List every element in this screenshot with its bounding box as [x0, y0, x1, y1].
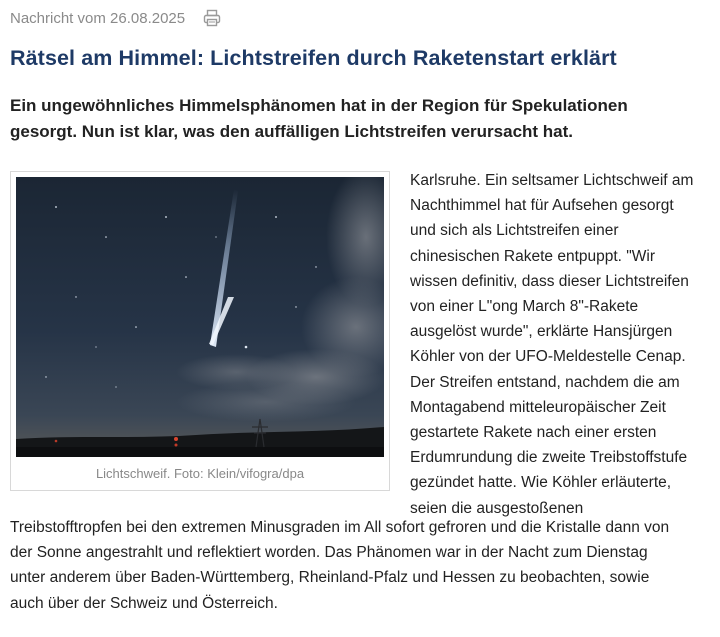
night-sky-photo	[16, 177, 384, 457]
article-title: Rätsel am Himmel: Lichtstreifen durch Raketenstart erklärt	[10, 46, 617, 70]
date-label: Nachricht vom 26.08.2025	[10, 9, 186, 27]
body-line: Treibstofftropfen bei den extremen Minusgraden im All sofort gefroren und die Kristalle dann von	[10, 519, 670, 536]
body-line: Montagabend mitteleuropäischer Zeit	[410, 398, 666, 416]
body-line: gezündet hatte. Wie Köhler erläuterte,	[410, 474, 672, 492]
body-line: wissen definitiv, dass dieser Lichtstreifen	[410, 272, 689, 290]
body-line: Nachthimmel hat für Aufsehen gesorgt	[410, 197, 674, 215]
body-full-width	[10, 515, 714, 616]
body-line: Der Streifen entstand, nachdem die am	[410, 373, 680, 391]
body-text-column	[410, 168, 710, 521]
article-lead: Ein ungewöhnliches Himmelsphänomen hat in der Region für Spekulationen gesorgt. Nun ist klar, was den auffälligen Lichtstreifen verursacht hat.	[10, 96, 628, 141]
body-line: von einer L"ong March 8"-Rakete	[410, 298, 639, 316]
article-meta	[10, 9, 221, 27]
body-line: chinesischen Rakete entpuppt. "Wir	[410, 247, 656, 265]
body-line: seien die ausgestoßenen	[410, 499, 584, 517]
body-line: Karlsruhe. Ein seltsamer Lichtschweif am	[410, 172, 694, 189]
image-caption: Lichtschweif. Foto: Klein/vifogra/dpa	[95, 466, 305, 481]
body-line: unter anderem über Baden-Württemberg, Rheinland-Pfalz und Hessen zu beobachten, sowie	[10, 569, 650, 587]
body-line: gestartete Rakete nach einer ersten	[410, 424, 657, 442]
body-line: und sich als Lichtstreifen einer	[410, 222, 619, 240]
body-text-full	[10, 515, 714, 616]
body-column	[410, 168, 710, 521]
body-line: auch über der Schweiz und Österreich.	[10, 594, 278, 612]
body-line: Erdumrundung die zweite Treibstoffstufe	[410, 449, 688, 467]
body-line: ausgelöst wurde", erklärte Hansjürgen	[410, 323, 673, 341]
printer-icon[interactable]	[203, 9, 221, 27]
article-figure	[10, 171, 390, 491]
body-line: der Sonne angestrahlt und reflektiert worden. Das Phänomen war in der Nacht zum Dienstag	[10, 544, 648, 562]
body-line: Köhler von der UFO-Meldestelle Cenap.	[410, 348, 686, 366]
